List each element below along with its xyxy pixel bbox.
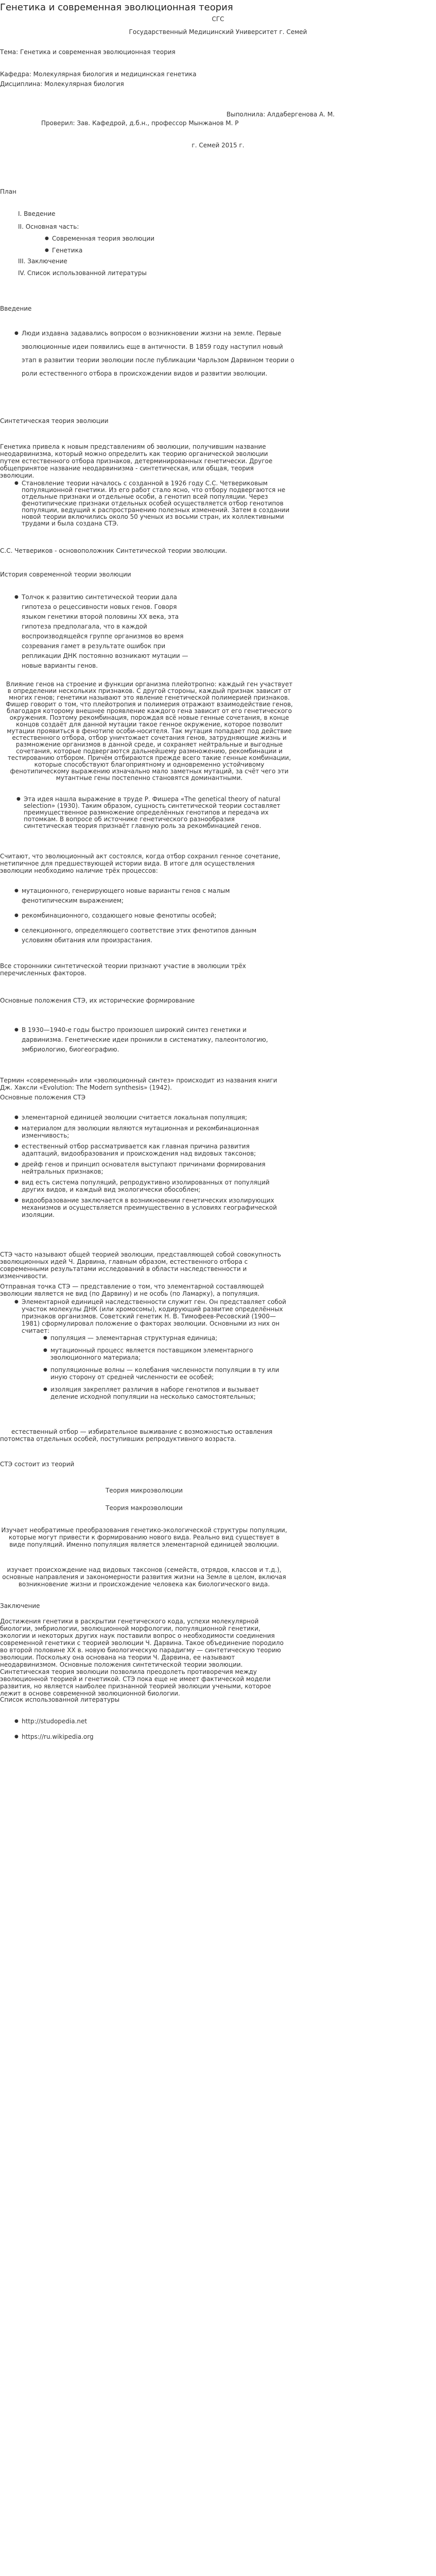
checked-by: Проверил: Зав. Кафедрой, д.б.н., профессор Мынжанов М. Р	[41, 120, 239, 127]
fisher-list	[15, 796, 283, 829]
postulate-item: ● материалом для эволюции являются мутационная и рекомбинационная изменчивость;	[13, 1125, 281, 1139]
plan-subitem-theory: ● Современная теория эволюции	[44, 233, 250, 245]
plan-subitem-genetics: ● Генетика	[44, 245, 250, 257]
ste-summary-paragraph: СТЭ часто называют общей теорией эволюции, представляющей собой совокупность эволюционных идей Ч. Дарвина, главным образом, естественного отбора с современными результатами исследований в области наследственности и изменчивости.	[0, 1251, 281, 1280]
factor-population-waves: ● популяционные волны — колебания численности популяции в ту или иную сторону от средней численности ее особей;	[42, 1366, 284, 1381]
elementary-unit-list	[13, 1298, 286, 1334]
document-title: Генетика и современная эволюционная теория	[0, 2, 233, 13]
performed-by: Выполнила: Алдабергенова А. М.	[226, 111, 335, 118]
reference-link[interactable]: ● https://ru.wikipedia.org	[13, 1731, 281, 1742]
micro-theory-desc: Изучает необратимые преобразования генетико-экологической структуры популяции, которые могут привести к формированию нового вида. Реально вид существует в виде популяций. Именно популяция является элементарной единицей эволюции.	[1, 1527, 287, 1548]
factor-population: ● популяция — элементарная структурная единица;	[42, 1334, 284, 1342]
conclusion-paragraph: Достижения генетики в раскрытии генетического кода, успехи молекулярной биологии, эмбриологии, эволюционной морфологии, популяционной генетики, экологии и некоторых других наук поставили вопрос о необходимости соединения современной генетики с теорией эволюции Ч. Дарвина. Такое объединение породило во второй половине XX в. новую биологическую парадигму — синтетическую теорию эволюции. Поскольку она основана на теории Ч. Дарвина, ее называют неодарвинизмом. Основные положения синтетической теории эволюции. Синтетическая теория эволюции позволила преодолеть противоречия между эволюционной теорией и генетикой. СТЭ пока еще не имеет фактической модели развития, но является наиболее признанной теорией эволюции учеными, которое лежит в основе современной эволюционной биологии.	[0, 1618, 284, 1697]
discipline-line: Дисциплина: Молекулярная биология	[0, 80, 124, 88]
process-recombination: ● рекомбинационного, создающего новые фенотипы особей;	[13, 911, 281, 921]
postulate-item: ● дрейф генов и принцип основателя выступают причинами формирования нейтральных признаков;	[13, 1161, 281, 1175]
micro-theory-heading: Теория микроэволюции	[105, 1487, 183, 1494]
university-short: СГС	[212, 15, 224, 23]
intro-heading: Введение	[0, 305, 32, 312]
history-bullet: ● Толчок к развитию синтетической теории дала гипотеза о рецессивности новых генов. Говоря языком генетики второй половины XX века, эта гипотеза предполагала, что в каждой воспроизводящейся группе организмов во время созревания гамет в результате ошибок при репликации ДНК постоянно возникают мутации — новые варианты генов.	[13, 592, 199, 671]
evolution-act-paragraph: Считают, что эволюционный акт состоялся, когда отбор сохранил генное сочетание, нетипичное для предшествующей истории вида. В итоге для осуществления эволюции необходимо наличие трёх процессов:	[0, 853, 281, 874]
process-selection: ● селекционного, определяющего соответствие этих фенотипов данным условиям обитания или произрастания.	[13, 926, 281, 945]
macro-theory-heading: Теория макроэволюции	[106, 1504, 183, 1512]
department-line: Кафедра: Молекулярная биология и медицинская генетика	[0, 71, 197, 78]
synthetic-theory-heading: Синтетическая теория эволюции	[0, 417, 109, 425]
synthetic-theory-list	[13, 480, 297, 527]
synthetic-theory-intro: Генетика привела к новым представлениям об эволюции, получившим название неодарвинизма, который можно определить как теорию органической эволюции путем естественного отбора признаков, детерминированных генетически. Другое общепринятое название неодарвинизма - синтетическая, или общая, теория эволюции.	[0, 443, 273, 479]
plan-item-conclusion: III. Заключение	[18, 258, 67, 265]
conclusion-heading: Заключение	[0, 1602, 40, 1609]
factor-isolation: ● изоляция закрепляет различия в наборе генотипов и вызывает деление исходной популяции на несколько самостоятельных;	[42, 1386, 284, 1400]
postulates-heading: Основные положения СТЭ	[0, 1094, 85, 1101]
city-year: г. Семей 2015 г.	[191, 142, 245, 149]
synthetic-theory-bullet: ● Становление теории началось с созданной в 1926 году С.С. Четвериковым популяционной генетики. Из его работ стало ясно, что отбору подвергаются не отдельные признаки и отдельные особи, а генотип всей популяции. Через фенотипические признаки отдельных особей осуществляется отбор генотипов популяции, ведущий к распространению полезных изменений. Затем в создании новой теории включились около 50 ученых из восьми стран, их коллективными трудами и была создана СТЭ.	[13, 480, 297, 527]
chetverikov-line: С.С. Четвериков - основоположник Синтетической теории эволюции.	[0, 547, 228, 554]
plan-item-refs: IV. Список использованной литературы	[18, 269, 147, 277]
supporters-paragraph: Все сторонники синтетической теории признают участие в эволюции трёх перечисленных факторов.	[0, 962, 246, 977]
intro-paragraph: ● Люди издавна задавались вопросом о возникновении жизни на земле. Первые эволюционные идеи появились еще в античности. В 1859 году наступил новый этап в развитии теории эволюции после публикации Чарльзом Дарвином теории о роли естественного отбора в происхождении видов и развитии эволюции.	[13, 327, 297, 380]
basic-provisions-bullet: ● В 1930—1940-е годы быстро произошел широкий синтез генетики и дарвинизма. Генетические идеи проникли в систематику, палеонтологию, эмбриологию, биогеографию.	[13, 1025, 281, 1055]
elementary-unit-bullet: ● Элементарной единицей наследственности служит ген. Он представляет собой участок молекулы ДНК (или хромосомы), кодирующий развитие определённых признаков организмов. Советский генетик Н. В. Тимофеев-Ресовский (1900—1981) сформулировал положение о факторах эволюции. Основными из них он считает:	[13, 1298, 286, 1334]
term-paragraph: Термин «современный» или «эволюционный синтез» происходит из названия книги Дж. Хаксли «Evolution: The Modern synthesis» (1942).	[0, 1077, 277, 1091]
basic-provisions-heading: Основные положения СТЭ, их исторические формирование	[0, 997, 195, 1004]
history-list	[13, 592, 199, 671]
macro-theory-desc: изучает происхождение над видовых таксонов (семейств, отрядов, классов и т.д.), основные направления и закономерности развития жизни на Земле в целом, включая возникновение жизни и происхождение человека как биологического вида.	[2, 1566, 286, 1588]
processes-list	[13, 886, 281, 945]
postulates-list	[13, 1114, 281, 1218]
selection-paragraph: естественный отбор — избирательное выживание с возможностью оставления потомства отдельных особей, поступивших репродуктивного возраста.	[0, 1428, 273, 1443]
plan-item-main: II. Основная часть:	[18, 223, 79, 230]
plan-subitems	[44, 233, 250, 257]
topic-line: Тема: Генетика и современная эволюционная теория	[0, 48, 176, 56]
basic-provisions-list	[13, 1025, 281, 1055]
ste-starting-point: Отправная точка СТЭ — представление о том, что элементарной составляющей эволюции является не вид (по Дарвину) и не особь (по Ламарку), а популяция.	[0, 1283, 264, 1297]
plan-item-intro: I. Введение	[18, 210, 56, 217]
factors-list	[42, 1334, 284, 1405]
history-heading: История современной теории эволюции	[0, 571, 131, 578]
factor-mutation: ● мутационный процесс является поставщиком элементарного эволюционного материала;	[42, 1347, 284, 1361]
plan-heading: План	[0, 188, 16, 195]
postulate-item: ● вид есть система популяций, репродуктивно изолированных от популяций других видов, и каждый вид экологически обособлен;	[13, 1179, 281, 1193]
postulate-item: ● элементарной единицей эволюции считается локальная популяция;	[13, 1114, 281, 1121]
genes-paragraph: Влияние генов на строение и функции организма плейотропно: каждый ген участвует в определении нескольких признаков. С другой стороны, каждый признак зависит от многих генов; генетики называют это явление генетической полимерией признаков. Фишер говорит о том, что плейотропия и полимерия отражают взаимодействие генов, благодаря которому внешнее проявление каждого гена зависит от его генетического окружения. Поэтому рекомбинация, порождая всё новые генные сочетания, в конце концов создаёт для данной мутации такое генное окружение, которое позволит мутации проявиться в фенотипе особи-носителя. Так мутация попадает под действие естественного отбора, отбор уничтожает сочетания генов, затрудняющие жизнь и размножение организмов в данной среде, и сохраняет нейтральные и выгодные сочетания, которые подвергаются дальнейшему размножению, рекомбинации и тестированию отбором. Причём отбираются прежде всего такие генные комбинации, которые способствуют благоприятному и одновременно устойчивому фенотипическому выражению изначально мало заметных мутаций, за счёт чего эти мутантные гены постепенно становятся доминантными.	[6, 681, 293, 782]
references-heading: Список использованной литературы	[0, 1696, 120, 1703]
theories-heading: СТЭ состоит из теорий	[0, 1461, 75, 1468]
university-name: Государственный Медицинский Университет г. Семей	[129, 28, 307, 36]
postulate-item: ● естественный отбор рассматривается как главная причина развития адаптаций, видообразования и происхождения над видовых таксонов;	[13, 1143, 281, 1157]
process-mutation: ● мутационного, генерирующего новые варианты генов с малым фенотипическим выражением;	[13, 886, 281, 906]
postulate-item: ● видообразование заключается в возникновении генетических изолирующих механизмов и осуществляется преимущественно в условиях географической изоляции.	[13, 1197, 281, 1218]
references-list	[13, 1716, 281, 1742]
reference-link[interactable]: ● http://studopedia.net	[13, 1716, 281, 1727]
intro-list	[13, 327, 297, 380]
fisher-bullet: ● Эта идея нашла выражение в труде Р. Фишера «The genetical theory of natural selection» (1930). Таким образом, сущность синтетической теории составляет преимущественное размножение определённых генотипов и передача их потомкам. В вопросе об источнике генетического разнообразия синтетическая теория признаёт главную роль за рекомбинацией генов.	[15, 796, 283, 829]
